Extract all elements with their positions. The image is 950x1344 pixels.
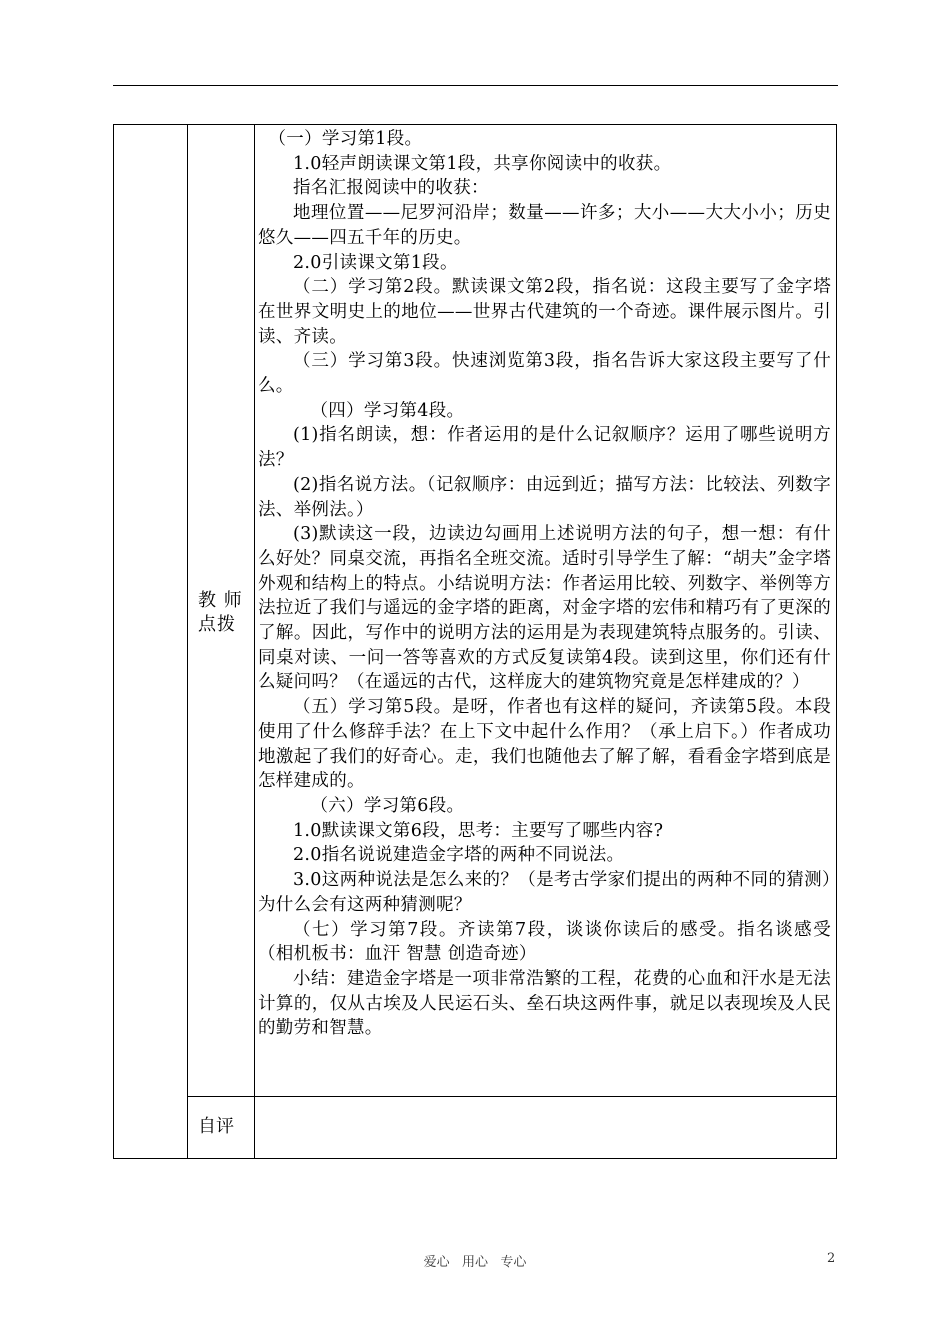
self-evaluation-label: 自评 bbox=[198, 1116, 234, 1137]
paragraph: 指名汇报阅读中的收获： bbox=[293, 178, 489, 199]
paragraph: 1.0默读课文第6段，思考：主要写了哪些内容? bbox=[293, 820, 664, 841]
paragraph: 小结：建造金字塔是一项非常浩繁的工程，花费的心血和汗水是无法计算的，仅从古埃及人民运石头、垒石块这两件事，就足以表现埃及人民的勤劳和智慧。 bbox=[258, 968, 831, 1039]
paragraph: （三）学习第3段。快速浏览第3段，指名告诉大家这段主要写了什么。 bbox=[258, 351, 831, 397]
footer-motto: 爱心 用心 专心 bbox=[423, 1255, 527, 1270]
paragraph: (1)指名朗读，想：作者运用的是什么记叙顺序？运用了哪些说明方法？ bbox=[258, 425, 831, 471]
header-rule bbox=[113, 85, 838, 86]
paragraph: （一）学习第1段。 bbox=[268, 129, 423, 149]
paragraph: 3.0这两种说法是怎么来的？（是考古学家们提出的两种不同的猜测）为什么会有这两种猜测呢？ bbox=[258, 870, 831, 915]
paragraph: (3)默读这一段，边读边勾画用上述说明方法的句子，想一想：有什么好处？同桌交流，再指名全班交流。适时引导学生了解：“胡夫”金字塔外观和结构上的特点。小结说明方法：作者运用比较、列数字、举例等方法拉近了我们与遥远的金字塔的距离，对金字塔的宏伟和精巧有了更深的了解。因此，写作中的说明方法的运用是为表现建筑特点服务的。引读、同桌对读、一问一答等喜欢的方式反复读第4段。读到这里，你们还有什么疑问吗？（在遥远的古代，这样庞大的建筑物究竟是怎样建成的？） bbox=[258, 524, 831, 693]
table-column-divider-2 bbox=[254, 125, 255, 1158]
paragraph: （六）学习第6段。 bbox=[310, 795, 465, 816]
paragraph: 2.0指名说说建造金字塔的两种不同说法。 bbox=[293, 845, 625, 866]
paragraph: (2)指名说方法。（记叙顺序：由远到近；描写方法：比较法、列数字法、举例法。） bbox=[258, 474, 831, 520]
lesson-content bbox=[258, 127, 831, 1041]
table-column-divider-1 bbox=[187, 125, 188, 1158]
paragraph: 2.0引读课文第1段。 bbox=[293, 252, 458, 273]
paragraph: （七）学习第7段。齐读第7段，谈谈你读后的感受。指名谈感受（相机板书：血汗 智慧 创造奇迹） bbox=[258, 919, 831, 965]
paragraph: （五）学习第5段。是呀，作者也有这样的疑问，齐读第5段。本段使用了什么修辞手法？在上下文中起什么作用？（承上启下。）作者成功地激起了我们的好奇心。走，我们也随他去了解了解，看看金字塔到底是怎样建成的。 bbox=[258, 697, 831, 792]
table-row-divider bbox=[187, 1096, 836, 1097]
page-number: 2 bbox=[827, 1251, 836, 1266]
paragraph: （四）学习第4段。 bbox=[310, 400, 465, 421]
teacher-guidance-label: 教 师 点拨 bbox=[198, 590, 243, 635]
paragraph: （二）学习第2段。默读课文第2段，指名说：这段主要写了金字塔在世界文明史上的地位——世界古代建筑的一个奇迹。课件展示图片。引读、齐读。 bbox=[258, 277, 831, 347]
lesson-table bbox=[113, 124, 837, 1159]
paragraph: 地理位置——尼罗河沿岸；数量——许多；大小——大大小小；历史悠久——四五千年的历史。 bbox=[258, 203, 831, 248]
paragraph: 1.0轻声朗读课文第1段，共享你阅读中的收获。 bbox=[293, 153, 672, 174]
